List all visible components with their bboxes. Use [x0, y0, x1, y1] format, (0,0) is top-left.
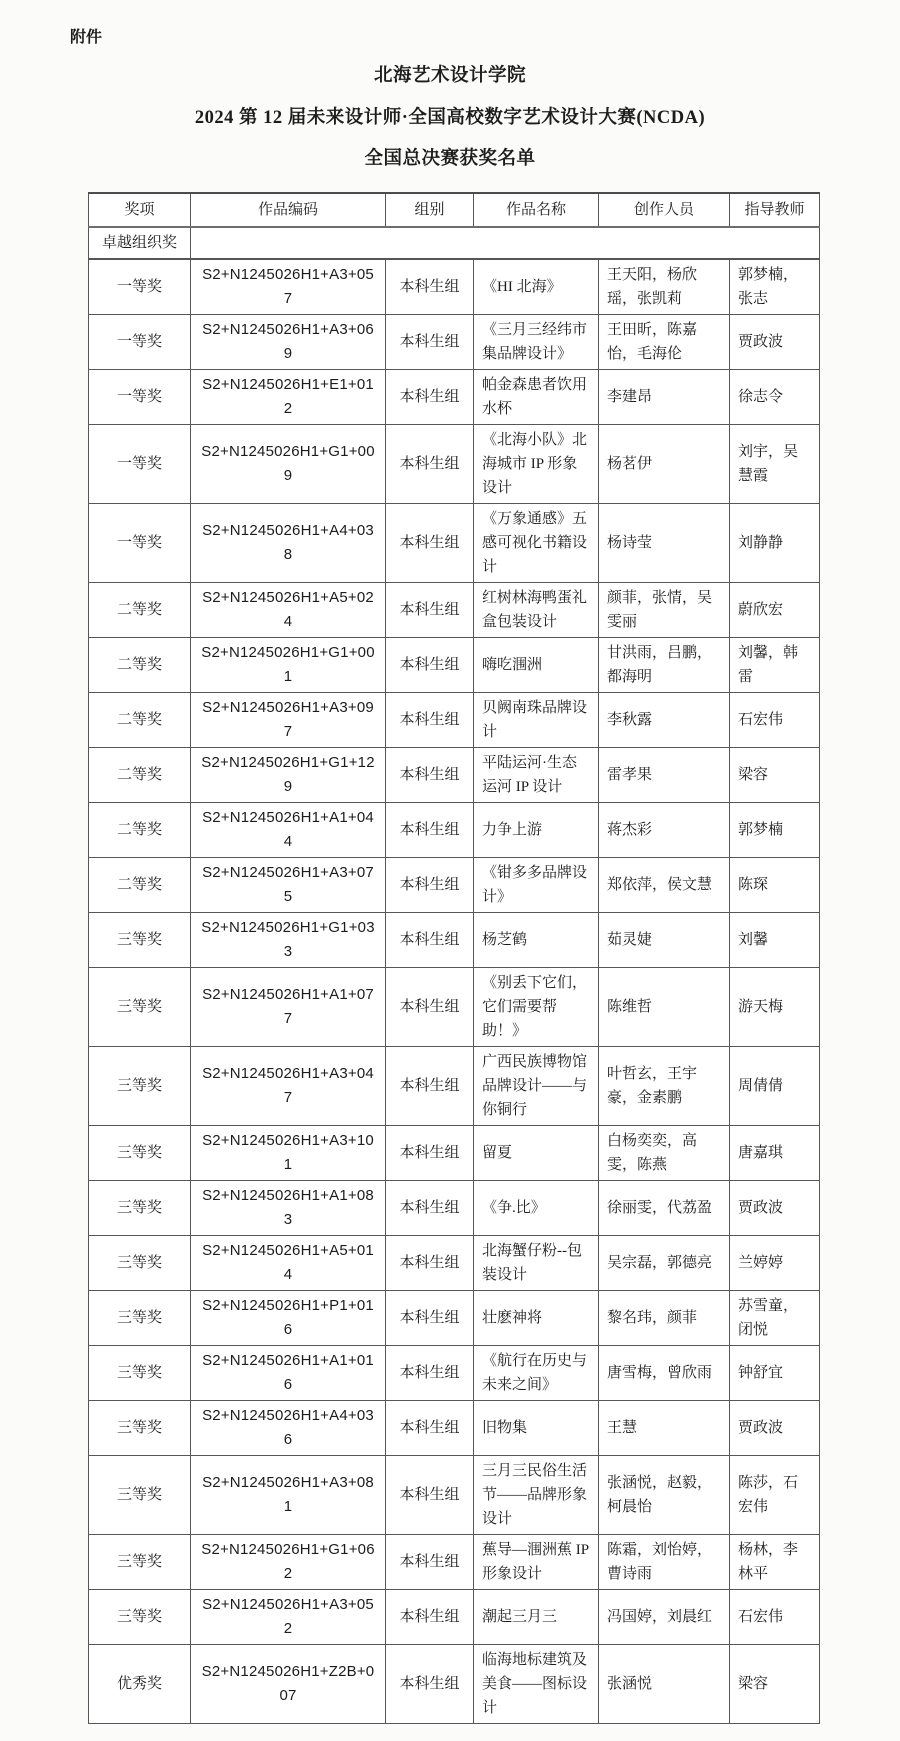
cell-work-title: 力争上游 — [474, 802, 599, 857]
cell-group: 本科生组 — [386, 314, 474, 369]
cell-work-title: 北海蟹仔粉--包装设计 — [474, 1235, 599, 1290]
cell-award: 三等奖 — [89, 1345, 191, 1400]
cell-teachers: 刘馨，韩雷 — [730, 637, 820, 692]
cell-group: 本科生组 — [386, 259, 474, 315]
cell-work-title: 广西民族博物馆品牌设计——与你铜行 — [474, 1046, 599, 1125]
cell-award: 二等奖 — [89, 802, 191, 857]
cell-code: S2+N1245026H1+A3+052 — [191, 1589, 386, 1644]
cell-group: 本科生组 — [386, 1345, 474, 1400]
cell-creators: 郑依萍，侯文慧 — [599, 857, 730, 912]
cell-teachers: 徐志令 — [730, 369, 820, 424]
award-row — [89, 369, 820, 424]
cell-code: S2+N1245026H1+G1+062 — [191, 1534, 386, 1589]
cell-code: S2+N1245026H1+A5+024 — [191, 582, 386, 637]
cell-work-title: 《北海小队》北海城市 IP 形象设计 — [474, 424, 599, 503]
award-row — [89, 1290, 820, 1345]
cell-code: S2+N1245026H1+G1+001 — [191, 637, 386, 692]
cell-work-title: 平陆运河·生态运河 IP 设计 — [474, 747, 599, 802]
awards-table — [88, 192, 820, 1724]
award-row — [89, 1455, 820, 1534]
award-row — [89, 1180, 820, 1235]
cell-creators: 杨茗伊 — [599, 424, 730, 503]
cell-group: 本科生组 — [386, 1235, 474, 1290]
cell-work-title: 潮起三月三 — [474, 1589, 599, 1644]
award-row — [89, 692, 820, 747]
cell-teachers: 梁容 — [730, 747, 820, 802]
cell-creators: 张涵悦 — [599, 1644, 730, 1723]
cell-award: 三等奖 — [89, 1534, 191, 1589]
cell-group: 本科生组 — [386, 1644, 474, 1723]
cell-award: 一等奖 — [89, 314, 191, 369]
cell-award: 三等奖 — [89, 1125, 191, 1180]
section-award-label: 卓越组织奖 — [89, 227, 191, 259]
cell-work-title: 贝阙南珠品牌设计 — [474, 692, 599, 747]
cell-group: 本科生组 — [386, 912, 474, 967]
cell-work-title: 《HI 北海》 — [474, 259, 599, 315]
cell-group: 本科生组 — [386, 503, 474, 582]
cell-work-title: 嗨吃涠洲 — [474, 637, 599, 692]
cell-code: S2+N1245026H1+A3+047 — [191, 1046, 386, 1125]
cell-award: 二等奖 — [89, 747, 191, 802]
cell-code: S2+N1245026H1+Z2B+007 — [191, 1644, 386, 1723]
award-row — [89, 1589, 820, 1644]
cell-award: 三等奖 — [89, 1235, 191, 1290]
award-row — [89, 802, 820, 857]
cell-award: 三等奖 — [89, 1455, 191, 1534]
doc-title-list: 全国总决赛获奖名单 — [364, 149, 536, 169]
section-empty-cell — [191, 227, 820, 259]
cell-teachers: 郭梦楠，张志 — [730, 259, 820, 315]
cell-work-title: 《别丢下它们，它们需要帮助！》 — [474, 967, 599, 1046]
cell-teachers: 贾政波 — [730, 1180, 820, 1235]
cell-work-title: 红树林海鸭蛋礼盒包装设计 — [474, 582, 599, 637]
cell-award: 一等奖 — [89, 259, 191, 315]
cell-creators: 王天阳，杨欣瑶，张凯莉 — [599, 259, 730, 315]
award-row — [89, 503, 820, 582]
cell-creators: 唐雪梅，曾欣雨 — [599, 1345, 730, 1400]
cell-group: 本科生组 — [386, 692, 474, 747]
cell-code: S2+N1245026H1+A1+077 — [191, 967, 386, 1046]
column-header: 组别 — [386, 193, 474, 227]
cell-creators: 冯国婷，刘晨红 — [599, 1589, 730, 1644]
cell-teachers: 石宏伟 — [730, 692, 820, 747]
cell-award: 三等奖 — [89, 1290, 191, 1345]
cell-creators: 蒋杰彩 — [599, 802, 730, 857]
award-row — [89, 424, 820, 503]
award-row — [89, 1534, 820, 1589]
cell-group: 本科生组 — [386, 857, 474, 912]
cell-work-title: 临海地标建筑及美食——图标设计 — [474, 1644, 599, 1723]
cell-group: 本科生组 — [386, 747, 474, 802]
cell-code: S2+N1245026H1+A1+044 — [191, 802, 386, 857]
cell-creators: 茹灵婕 — [599, 912, 730, 967]
cell-code: S2+N1245026H1+A4+038 — [191, 503, 386, 582]
cell-creators: 杨诗莹 — [599, 503, 730, 582]
cell-code: S2+N1245026H1+A3+057 — [191, 259, 386, 315]
cell-creators: 王慧 — [599, 1400, 730, 1455]
cell-work-title: 《航行在历史与未来之间》 — [474, 1345, 599, 1400]
column-header: 创作人员 — [599, 193, 730, 227]
cell-code: S2+N1245026H1+A3+101 — [191, 1125, 386, 1180]
cell-group: 本科生组 — [386, 802, 474, 857]
cell-teachers: 苏雪童，闭悦 — [730, 1290, 820, 1345]
cell-work-title: 《钳多多品牌设计》 — [474, 857, 599, 912]
cell-creators: 王田昕，陈嘉怡，毛海伦 — [599, 314, 730, 369]
cell-award: 优秀奖 — [89, 1644, 191, 1723]
award-row — [89, 1235, 820, 1290]
award-row — [89, 857, 820, 912]
cell-work-title: 壮麽神将 — [474, 1290, 599, 1345]
cell-award: 一等奖 — [89, 503, 191, 582]
cell-creators: 陈霜，刘怡婷，曹诗雨 — [599, 1534, 730, 1589]
cell-code: S2+N1245026H1+G1+009 — [191, 424, 386, 503]
cell-group: 本科生组 — [386, 1046, 474, 1125]
cell-teachers: 陈琛 — [730, 857, 820, 912]
cell-code: S2+N1245026H1+A4+036 — [191, 1400, 386, 1455]
cell-group: 本科生组 — [386, 1290, 474, 1345]
cell-teachers: 兰婷婷 — [730, 1235, 820, 1290]
cell-work-title: 《三月三经纬市集品牌设计》 — [474, 314, 599, 369]
award-row — [89, 967, 820, 1046]
cell-teachers: 刘静静 — [730, 503, 820, 582]
title-block — [0, 67, 900, 169]
cell-teachers: 贾政波 — [730, 1400, 820, 1455]
cell-teachers: 贾政波 — [730, 314, 820, 369]
section-row — [89, 227, 820, 259]
cell-code: S2+N1245026H1+A3+075 — [191, 857, 386, 912]
cell-code: S2+N1245026H1+A3+069 — [191, 314, 386, 369]
cell-code: S2+N1245026H1+E1+012 — [191, 369, 386, 424]
cell-work-title: 三月三民俗生活节——品牌形象设计 — [474, 1455, 599, 1534]
table-body — [89, 227, 820, 1724]
column-header: 作品名称 — [474, 193, 599, 227]
cell-award: 二等奖 — [89, 582, 191, 637]
cell-teachers: 蔚欣宏 — [730, 582, 820, 637]
cell-creators: 颜菲，张情，吴雯丽 — [599, 582, 730, 637]
award-row — [89, 1400, 820, 1455]
cell-award: 三等奖 — [89, 912, 191, 967]
cell-teachers: 唐嘉琪 — [730, 1125, 820, 1180]
award-row — [89, 1345, 820, 1400]
column-header: 作品编码 — [191, 193, 386, 227]
column-header: 指导教师 — [730, 193, 820, 227]
cell-teachers: 刘馨 — [730, 912, 820, 967]
cell-award: 一等奖 — [89, 424, 191, 503]
cell-creators: 张涵悦，赵毅，柯晨怡 — [599, 1455, 730, 1534]
cell-group: 本科生组 — [386, 1534, 474, 1589]
award-row — [89, 314, 820, 369]
cell-creators: 雷孝果 — [599, 747, 730, 802]
cell-work-title: 《争.比》 — [474, 1180, 599, 1235]
cell-work-title: 帕金森患者饮用水杯 — [474, 369, 599, 424]
cell-creators: 李秋露 — [599, 692, 730, 747]
cell-code: S2+N1245026H1+A1+016 — [191, 1345, 386, 1400]
cell-code: S2+N1245026H1+A5+014 — [191, 1235, 386, 1290]
cell-teachers: 游天梅 — [730, 967, 820, 1046]
award-row — [89, 1125, 820, 1180]
cell-group: 本科生组 — [386, 369, 474, 424]
table-header-row — [89, 193, 820, 227]
attachment-label: 附件 — [70, 29, 103, 46]
cell-group: 本科生组 — [386, 424, 474, 503]
award-row — [89, 1644, 820, 1723]
cell-creators: 叶哲玄，王宇豪，金素鹏 — [599, 1046, 730, 1125]
cell-award: 一等奖 — [89, 369, 191, 424]
cell-award: 三等奖 — [89, 1589, 191, 1644]
cell-group: 本科生组 — [386, 1125, 474, 1180]
cell-teachers: 周倩倩 — [730, 1046, 820, 1125]
cell-teachers: 钟舒宜 — [730, 1345, 820, 1400]
cell-teachers: 石宏伟 — [730, 1589, 820, 1644]
cell-teachers: 郭梦楠 — [730, 802, 820, 857]
award-row — [89, 582, 820, 637]
cell-creators: 李建昂 — [599, 369, 730, 424]
cell-award: 三等奖 — [89, 1046, 191, 1125]
cell-group: 本科生组 — [386, 1400, 474, 1455]
cell-code: S2+N1245026H1+A1+083 — [191, 1180, 386, 1235]
cell-teachers: 陈莎，石宏伟 — [730, 1455, 820, 1534]
award-row — [89, 637, 820, 692]
cell-award: 二等奖 — [89, 637, 191, 692]
cell-work-title: 《万象通感》五感可视化书籍设计 — [474, 503, 599, 582]
cell-teachers: 刘宇，吴慧霞 — [730, 424, 820, 503]
cell-group: 本科生组 — [386, 1180, 474, 1235]
cell-group: 本科生组 — [386, 637, 474, 692]
award-row — [89, 747, 820, 802]
cell-group: 本科生组 — [386, 1455, 474, 1534]
cell-teachers: 杨林，李林平 — [730, 1534, 820, 1589]
cell-award: 三等奖 — [89, 1400, 191, 1455]
award-row — [89, 259, 820, 315]
cell-code: S2+N1245026H1+A3+081 — [191, 1455, 386, 1534]
cell-work-title: 旧物集 — [474, 1400, 599, 1455]
cell-group: 本科生组 — [386, 582, 474, 637]
cell-creators: 徐丽雯，代荔盈 — [599, 1180, 730, 1235]
cell-creators: 吴宗磊，郭德亮 — [599, 1235, 730, 1290]
cell-creators: 甘洪雨，吕鹏，都海明 — [599, 637, 730, 692]
cell-work-title: 留夏 — [474, 1125, 599, 1180]
doc-title-competition: 2024 第 12 届未来设计师·全国高校数字艺术设计大赛(NCDA) — [194, 107, 706, 128]
cell-award: 二等奖 — [89, 692, 191, 747]
cell-code: S2+N1245026H1+G1+033 — [191, 912, 386, 967]
cell-code: S2+N1245026H1+A3+097 — [191, 692, 386, 747]
cell-code: S2+N1245026H1+G1+129 — [191, 747, 386, 802]
cell-code: S2+N1245026H1+P1+016 — [191, 1290, 386, 1345]
cell-creators: 黎名玮，颜菲 — [599, 1290, 730, 1345]
cell-creators: 陈维哲 — [599, 967, 730, 1046]
award-row — [89, 912, 820, 967]
cell-award: 三等奖 — [89, 967, 191, 1046]
cell-work-title: 杨芝鹤 — [474, 912, 599, 967]
award-row — [89, 1046, 820, 1125]
cell-teachers: 梁容 — [730, 1644, 820, 1723]
cell-award: 二等奖 — [89, 857, 191, 912]
cell-work-title: 蕉导—涠洲蕉 IP 形象设计 — [474, 1534, 599, 1589]
doc-title-school: 北海艺术设计学院 — [373, 66, 526, 86]
cell-award: 三等奖 — [89, 1180, 191, 1235]
column-header: 奖项 — [89, 193, 191, 227]
cell-group: 本科生组 — [386, 1589, 474, 1644]
cell-creators: 白杨奕奕，高雯，陈燕 — [599, 1125, 730, 1180]
cell-group: 本科生组 — [386, 967, 474, 1046]
